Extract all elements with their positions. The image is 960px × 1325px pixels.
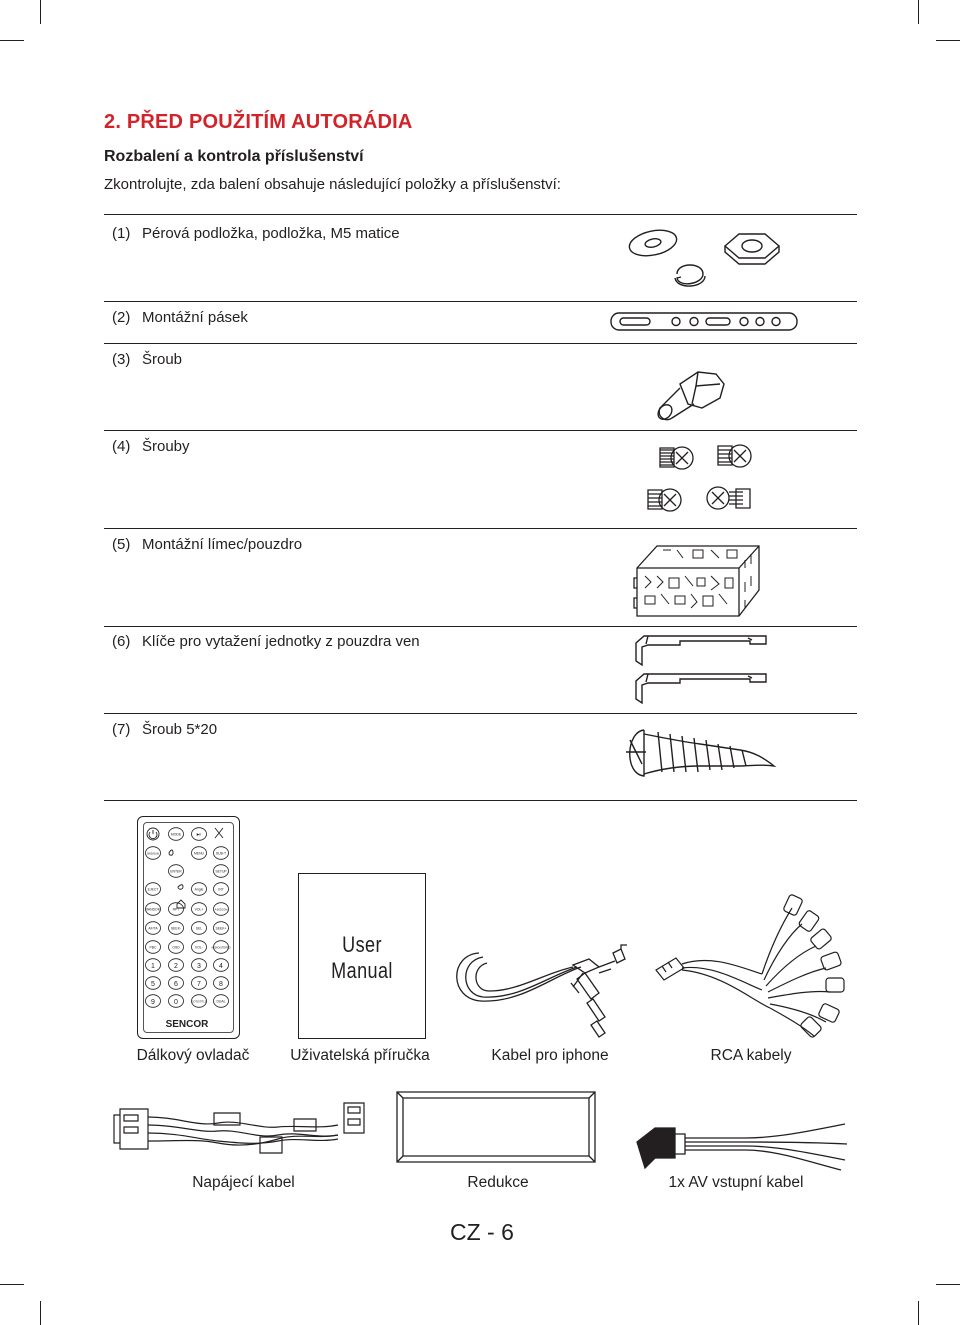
item-number: (1) bbox=[112, 225, 131, 242]
separator bbox=[104, 430, 857, 431]
item-label: Montážní límec/pouzdro bbox=[142, 536, 303, 553]
remote-button-label: 6 bbox=[174, 980, 178, 988]
crop-mark bbox=[936, 40, 960, 41]
av-input-cable-illustration bbox=[633, 1120, 855, 1172]
remote-button-label: RPT bbox=[172, 907, 180, 912]
remote-button-label: MODE bbox=[170, 832, 182, 837]
remote-button-label: 5 bbox=[151, 980, 155, 988]
separator bbox=[104, 800, 857, 801]
item-label: Šrouby bbox=[142, 438, 190, 455]
list-item bbox=[112, 225, 400, 242]
remote-button-label: 0 bbox=[174, 998, 178, 1006]
remote-button-label: A-B/ZOOM bbox=[214, 908, 228, 912]
separator bbox=[104, 214, 857, 215]
separator bbox=[104, 626, 857, 627]
remote-button-label: SETUP bbox=[215, 869, 227, 874]
accessory-caption: Kabel pro iphone bbox=[491, 1047, 609, 1064]
separator bbox=[104, 713, 857, 714]
list-item bbox=[112, 633, 420, 650]
list-item bbox=[112, 721, 217, 738]
remote-button-label: MENU bbox=[194, 851, 204, 856]
accessory-caption: Dálkový ovladač bbox=[136, 1047, 250, 1064]
separator bbox=[104, 343, 857, 344]
power-cable-illustration bbox=[104, 1093, 384, 1165]
long-screw-illustration bbox=[618, 720, 778, 792]
list-item bbox=[112, 438, 190, 455]
item-label: Pérová podložka, podložka, M5 matice bbox=[142, 225, 400, 242]
separator bbox=[104, 301, 857, 302]
crop-mark bbox=[0, 40, 24, 41]
remote-button-label: AUDIO/STEREO bbox=[211, 946, 231, 950]
remote-button-label: SEEK+ bbox=[215, 926, 227, 931]
bolt-illustration bbox=[652, 366, 732, 424]
page-number: CZ - 6 bbox=[450, 1219, 514, 1245]
remote-button-label: ▶II bbox=[196, 832, 202, 837]
remote-button-label: SEL bbox=[195, 926, 203, 931]
manual-cover-text: User Manual bbox=[331, 932, 393, 983]
crop-mark bbox=[0, 1284, 24, 1285]
list-item bbox=[112, 536, 302, 553]
item-label: Montážní pásek bbox=[142, 309, 248, 326]
remote-button-label: VOL- bbox=[195, 945, 203, 950]
remote-button-label: OSD bbox=[172, 945, 180, 950]
item-number: (2) bbox=[112, 309, 131, 326]
item-label: Klíče pro vytažení jednotky z pouzdra ven bbox=[142, 633, 420, 650]
remote-button-label: DUAL bbox=[216, 999, 226, 1004]
accessory-caption: RCA kabely bbox=[710, 1047, 792, 1064]
washers-nut-illustration bbox=[625, 222, 785, 298]
remote-button-label: EJECT bbox=[147, 887, 159, 892]
remote-brand: SENCOR bbox=[165, 1019, 209, 1030]
screws-illustration bbox=[642, 440, 767, 520]
remote-button-label: INT bbox=[218, 887, 224, 892]
crop-mark bbox=[918, 0, 919, 24]
item-number: (5) bbox=[112, 536, 131, 553]
remote-button-label: 7 bbox=[197, 980, 201, 988]
section-subtitle: Rozbalení a kontrola příslušenství bbox=[104, 148, 364, 165]
item-number: (3) bbox=[112, 351, 131, 368]
mounting-sleeve-illustration bbox=[633, 542, 763, 620]
list-item bbox=[112, 351, 182, 368]
remote-button-label: PBC bbox=[149, 945, 157, 950]
remote-button-label: AF/TA bbox=[148, 926, 158, 931]
remote-button-label: VOL+ bbox=[194, 907, 204, 912]
item-number: (6) bbox=[112, 633, 131, 650]
remote-button-label: BND/SUB bbox=[147, 852, 159, 856]
remote-button-label: 1 bbox=[151, 962, 155, 970]
accessory-caption: Napájecí kabel bbox=[192, 1174, 295, 1191]
accessory-caption: Uživatelská příručka bbox=[290, 1047, 430, 1064]
remote-button-label: Angle bbox=[194, 887, 204, 892]
remote-button-label: GOTO/TITLE bbox=[191, 1000, 207, 1004]
crop-mark bbox=[936, 1284, 960, 1285]
remote-button-label: 3 bbox=[197, 962, 201, 970]
remote-button-label: ENTER bbox=[170, 869, 182, 874]
remote-button-label: 2 bbox=[174, 962, 178, 970]
remote-button-label: 4 bbox=[219, 962, 223, 970]
item-number: (4) bbox=[112, 438, 131, 455]
item-label: Šroub bbox=[142, 351, 183, 368]
iphone-cable-illustration bbox=[453, 943, 633, 1038]
adapter-plate-illustration bbox=[395, 1090, 600, 1165]
crop-mark bbox=[918, 1301, 919, 1325]
accessory-caption: 1x AV vstupní kabel bbox=[668, 1174, 804, 1191]
accessory-caption: Redukce bbox=[467, 1174, 529, 1191]
item-label: Šroub 5*20 bbox=[142, 721, 218, 738]
remote-button-label: RANDOM bbox=[145, 907, 161, 912]
separator bbox=[104, 528, 857, 529]
section-intro: Zkontrolujte, zda balení obsahuje následující položky a příslušenství: bbox=[104, 176, 561, 193]
item-number: (7) bbox=[112, 721, 131, 738]
crop-mark bbox=[40, 1301, 41, 1325]
remote-keypad bbox=[137, 816, 238, 1037]
list-item bbox=[112, 309, 248, 326]
section-title: 2. PŘED POUŽITÍM AUTORÁDIA bbox=[104, 111, 413, 133]
remote-button-label: SEEK- bbox=[170, 926, 182, 931]
remote-button-label: SUB-T bbox=[215, 851, 227, 856]
crop-mark bbox=[40, 0, 41, 24]
rca-cables-illustration bbox=[652, 890, 857, 1038]
mounting-strap-illustration bbox=[610, 312, 800, 332]
removal-keys-illustration bbox=[632, 632, 768, 708]
remote-button-label: 8 bbox=[219, 980, 223, 988]
remote-button-label: 9 bbox=[151, 998, 155, 1006]
